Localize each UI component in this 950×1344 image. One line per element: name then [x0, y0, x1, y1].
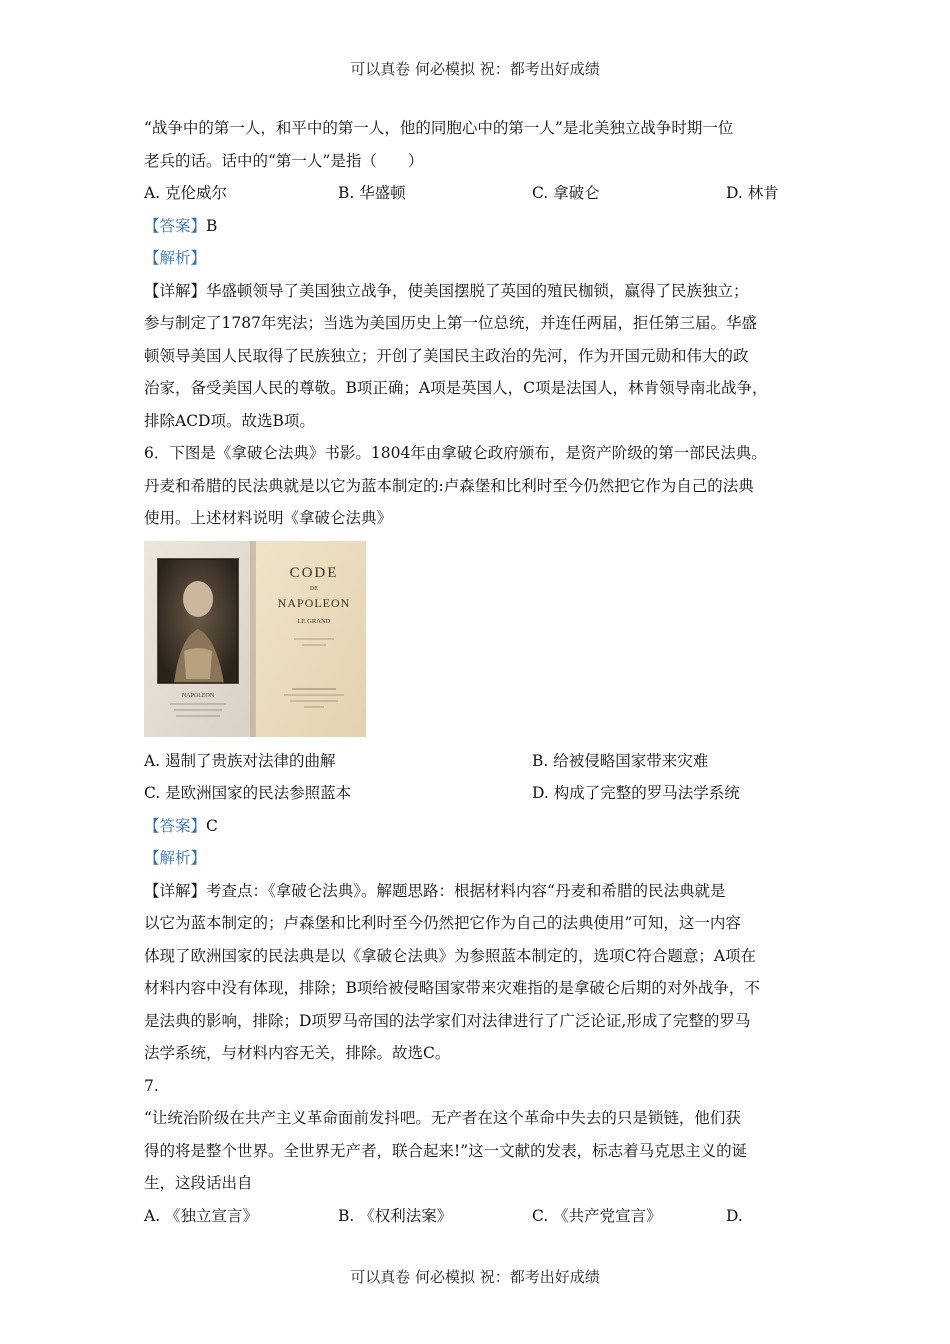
q6-option-c: C. 是欧洲国家的民法参照蓝本 — [144, 784, 352, 802]
detail-text: 华盛顿领导了美国独立战争，使美国摆脱了英国的殖民枷锁，赢得了民族独立； — [206, 281, 749, 300]
answer-value: C — [206, 816, 218, 835]
book-title-le-grand: LE GRAND — [297, 617, 331, 625]
q6-analysis — [144, 842, 810, 875]
detail-text: 考查点：《拿破仑法典》。解题思路：根据材料内容“丹麦和希腊的民法典就是 — [206, 881, 726, 900]
q6-detail-line: 是法典的影响，排除；D项罗马帝国的法学家们对法律进行了广泛论证,形成了完整的罗马 — [144, 1011, 751, 1030]
q7-option-b: B. 《权利法案》 — [338, 1206, 453, 1225]
book-title-de: DE — [310, 585, 318, 592]
q7-options — [144, 1200, 810, 1233]
q6-detail-line: 以它为蓝本制定的；卢森堡和比利时至今仍然把它作为自己的法典使用”可知，这一内容 — [144, 914, 741, 932]
analysis-tag: 【解析】 — [144, 249, 207, 267]
q6-stem-line: 丹麦和希腊的民法典就是以它为蓝本制定的:卢森堡和比利时至今仍然把它作为自己的法典 — [144, 476, 754, 495]
book-title-napoleon: NAPOLEON — [277, 595, 351, 610]
q7-stem-line: 生，这段话出自 — [144, 1174, 253, 1192]
q5-detail-line: 顿领导美国人民取得了民族独立；开创了美国民主政治的先河，作为开国元勋和伟大的政 — [144, 346, 749, 365]
q6-detail-line: 法学系统，与材料内容无关，排除。故选C。 — [144, 1044, 451, 1062]
q5-detail-line — [144, 275, 810, 308]
question-7 — [144, 1070, 810, 1233]
q6-detail-line — [144, 875, 810, 908]
q5-option-a: A. 克伦威尔 — [144, 184, 228, 202]
q6-detail-line: 材料内容中没有体现，排除；B项给被侵略国家带来灾难指的是拿破仑后期的对外战争，不 — [144, 979, 760, 997]
q5-option-c: C. 拿破仑 — [532, 184, 600, 202]
q6-option-b: B. 给被侵略国家带来灾难 — [532, 751, 709, 770]
answer-tag: 【答案】 — [144, 216, 207, 235]
q7-option-d: D. — [726, 1206, 743, 1225]
q6-stem-line: 6．下图是《拿破仑法典》书影。1804年由拿破仑政府颁布，是资产阶级的第一部民法典。 — [144, 444, 767, 462]
q6-option-d: D. 构成了完整的罗马法学系统 — [532, 784, 740, 802]
analysis-tag: 【解析】 — [144, 849, 207, 867]
question-6 — [144, 437, 810, 1070]
q6-answer — [144, 810, 810, 843]
q7-option-a: A. 《独立宣言》 — [144, 1206, 259, 1225]
q5-detail-line: 参与制定了1787年宪法；当选为美国历史上第一位总统，并连任两届，拒任第三届。华盛 — [144, 314, 757, 332]
page-header: 可以真卷 何必模拟 祝：都考出好成绩 — [350, 60, 600, 78]
q5-stem-line: “战争中的第一人，和平中的第一人，他的同胞心中的第一人”是北美独立战争时期一位 — [144, 119, 734, 137]
q6-detail-line: 体现了欧洲国家的民法典是以《拿破仑法典》为参照蓝本制定的，选项C符合题意；A项在 — [144, 946, 757, 965]
portrait-caption: NAPOLEON — [181, 692, 215, 699]
q5-analysis — [144, 242, 810, 275]
q5-answer — [144, 210, 810, 243]
document-body — [144, 112, 810, 1232]
question-5 — [144, 112, 810, 437]
q7-stem-line: 得的将是整个世界。全世界无产者，联合起来!”这一文献的发表，标志着马克思主义的诞 — [144, 1141, 748, 1160]
q5-option-b: B. 华盛顿 — [338, 184, 406, 202]
answer-tag: 【答案】 — [144, 816, 207, 835]
code-napoleon-book-image — [144, 541, 366, 737]
q6-options — [144, 745, 810, 810]
q5-stem-line: 老兵的话。话中的“第一人”是指（ ） — [144, 151, 424, 170]
q7-stem-line: “让统治阶级在共产主义革命面前发抖吧。无产者在这个革命中失去的只是锁链，他们获 — [144, 1109, 741, 1127]
q5-option-d: D. 林肯 — [726, 184, 779, 202]
detail-tag: 【详解】 — [144, 881, 207, 900]
q7-number: 7. — [144, 1076, 159, 1095]
book-title-code: CODE — [289, 564, 339, 581]
book-photo — [144, 541, 366, 737]
q7-option-c: C. 《共产党宣言》 — [532, 1206, 662, 1225]
detail-tag: 【详解】 — [144, 281, 207, 300]
page-footer: 可以真卷 何必模拟 祝：都考出好成绩 — [350, 1268, 600, 1286]
q6-option-a: A. 遏制了贵族对法律的曲解 — [144, 751, 336, 770]
q6-stem-line: 使用。上述材料说明《拿破仑法典》 — [144, 509, 393, 527]
q5-options — [144, 177, 810, 210]
answer-value: B — [206, 216, 218, 235]
q5-detail-line: 治家，备受美国人民的尊敬。B项正确；A项是英国人，C项是法国人，林肯领导南北战争， — [144, 379, 768, 397]
q5-detail-line: 排除ACD项。故选B项。 — [144, 411, 315, 430]
